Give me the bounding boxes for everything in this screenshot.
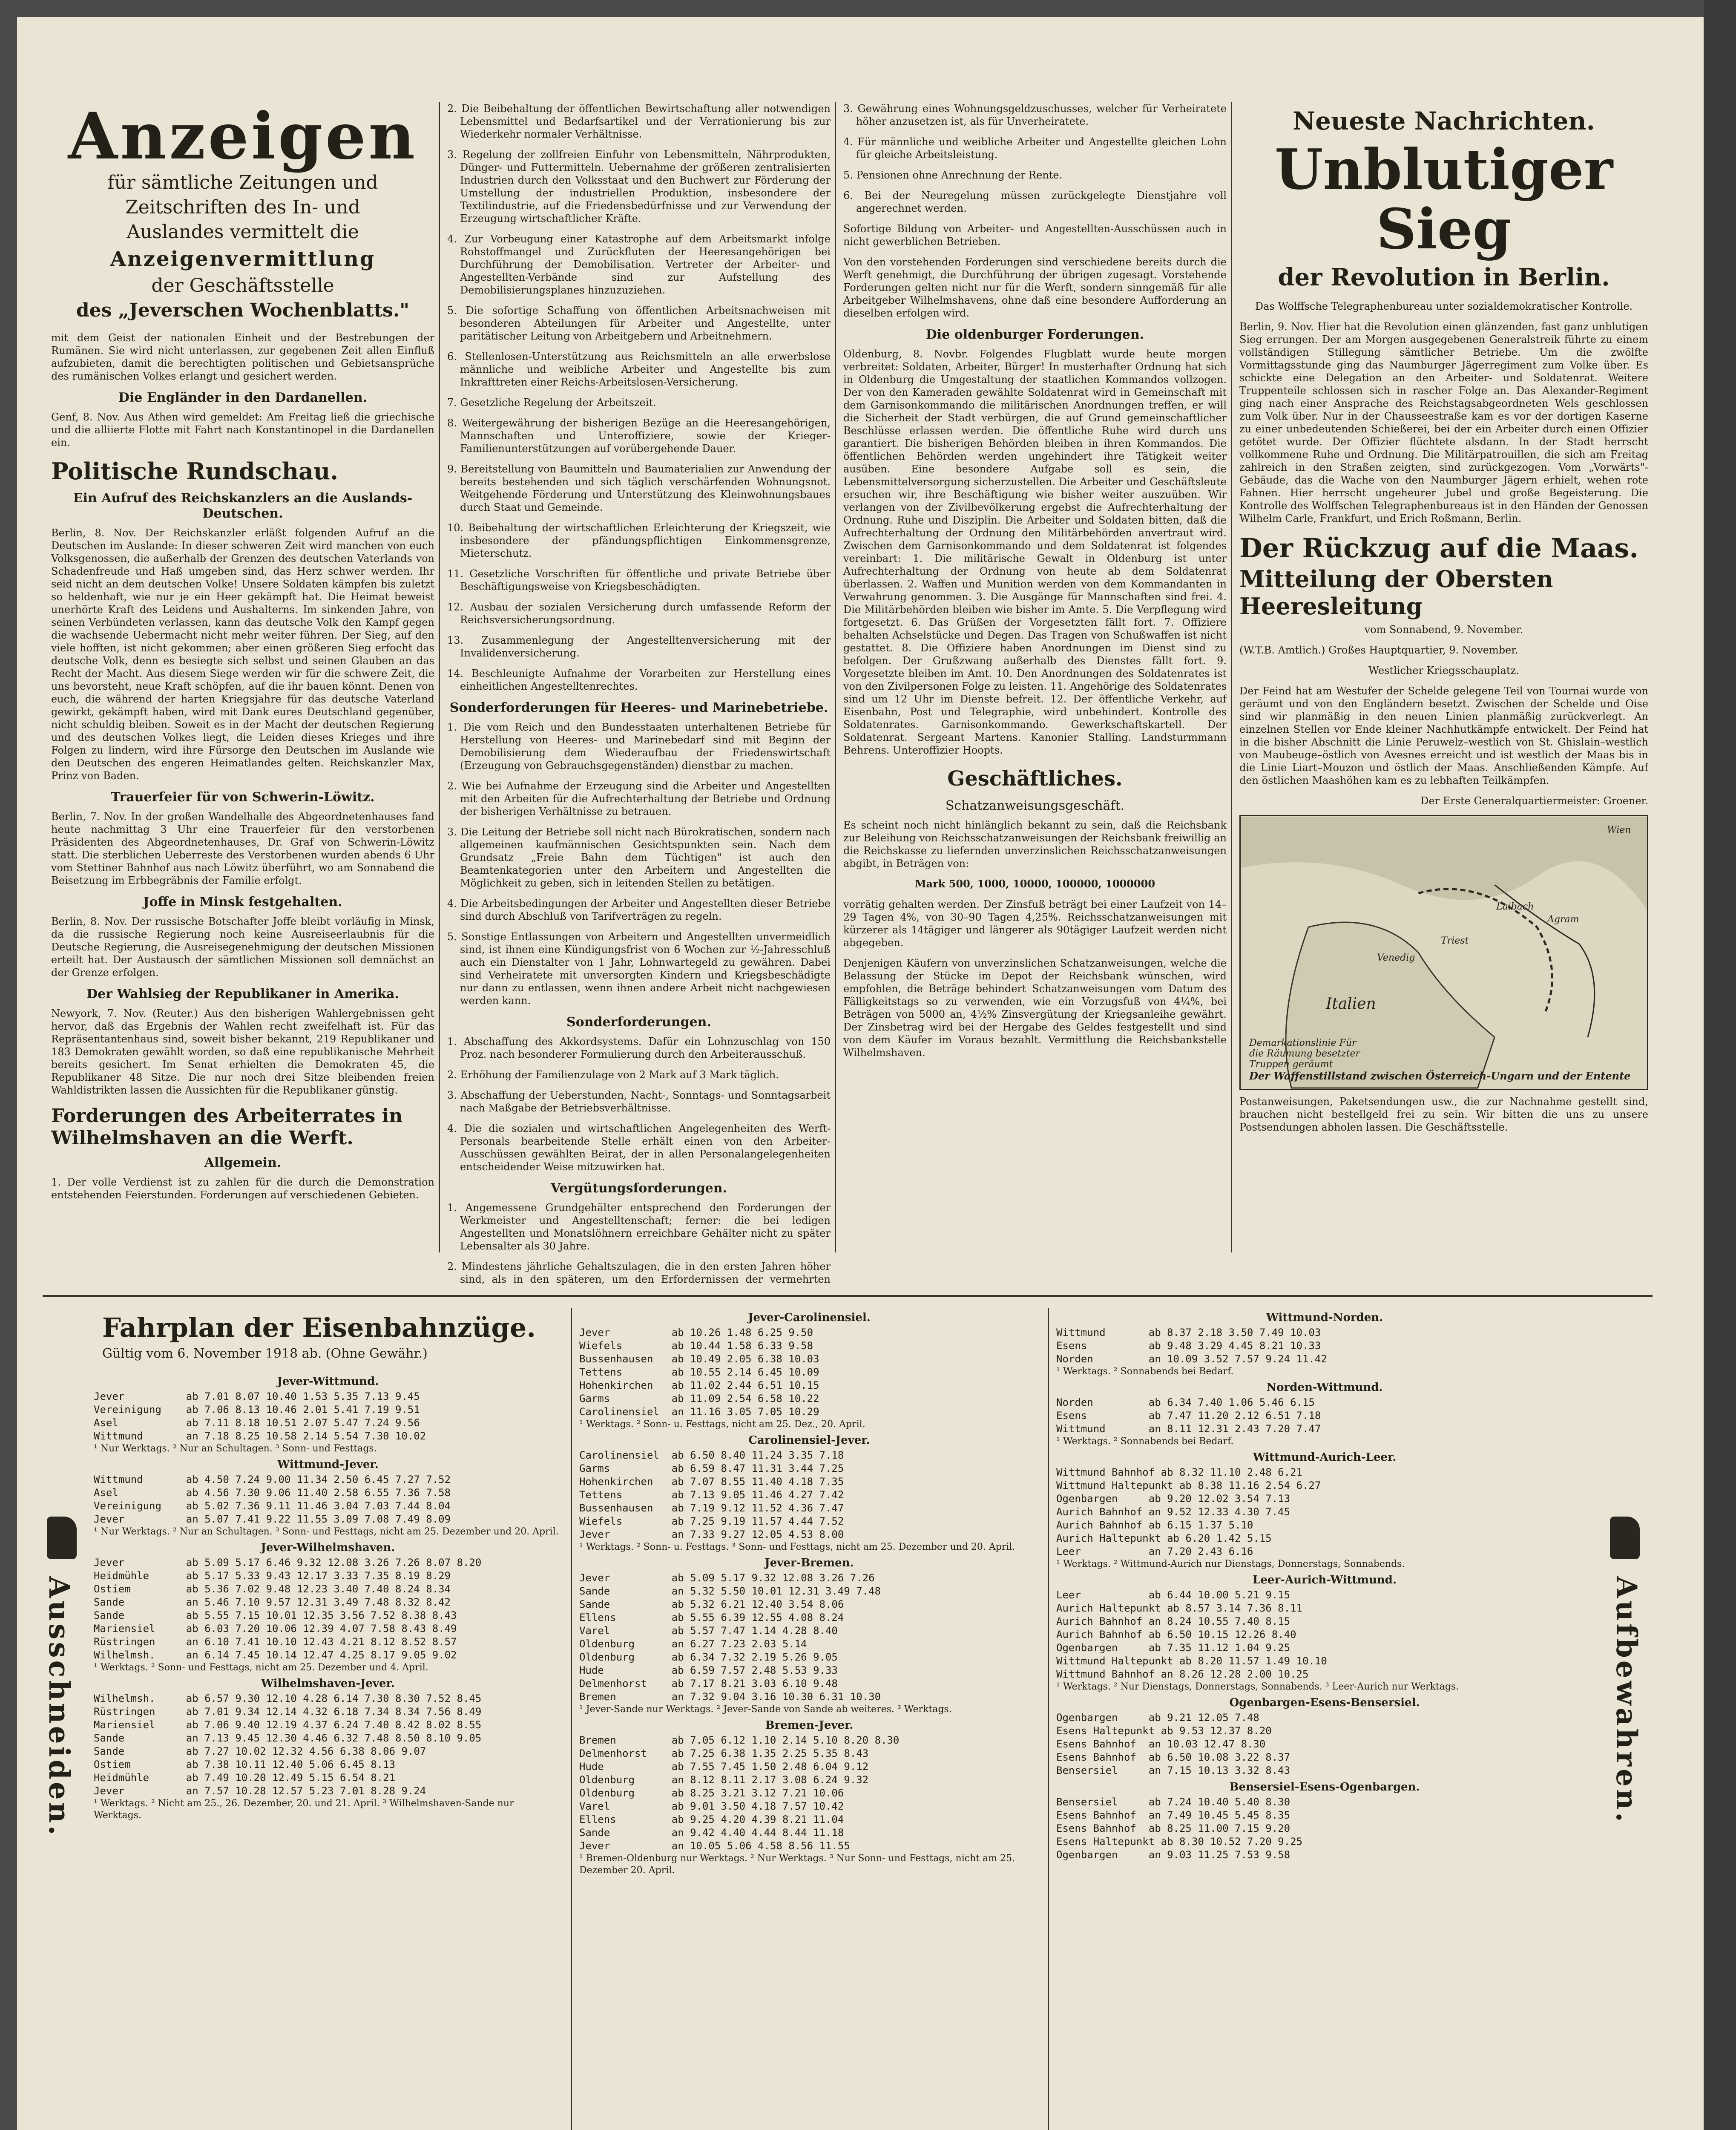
timetable-row: Leer an 7.20 2.43 6.16 — [1056, 1546, 1253, 1557]
article-text: Genf, 8. Nov. Aus Athen wird gemeldet: Am Freitag ließ die griechische und die alliierte Flotte mit Fahrt nach Konstantinopel in die Dardanellen ein. — [51, 411, 434, 449]
article-text: Berlin, 7. Nov. In der großen Wandelhalle des Abgeordnetenhauses fand heute nachmittag 3 Uhr eine Trauerfeier für den verstorbenen Präsidenten des Abgeordnetenhauses, Dr. Graf von Schwerin-Löwitz statt. Die sterblichen Ueberreste des Verstorbenen wurden abends 6 Uhr vom Stettiner Bahnhof aus nach Löwitz überführt, wo am Sonnabend die Beisetzung im Erbbegräbnis der Familie erfolgt. — [51, 811, 434, 887]
list-item: 2. Mindestens jährliche Gehaltszulagen, die in den ersten Jahren höher sind, als in den späteren, um den Erfordernissen der vermehrten — [447, 1261, 831, 1285]
timetable-row: Wittmund ab 4.50 7.24 9.00 11.34 2.50 6.45 7.27 7.52 — [94, 1474, 451, 1485]
timetable-row: Esens Bahnhof ab 6.50 10.08 3.22 8.37 — [1056, 1751, 1291, 1763]
map-label: Laibach — [1496, 901, 1534, 912]
timetable-row: Wittmund an 8.11 12.31 2.43 7.20 7.47 — [1056, 1423, 1321, 1435]
timetable-row: Aurich Haltepunkt ab 6.20 1.42 5.15 — [1056, 1532, 1272, 1544]
timetable-row: Wittmund Bahnhof an 8.26 12.28 2.00 10.25 — [1056, 1668, 1309, 1680]
list-item: 10. Beibehaltung der wirtschaftlichen Erleichterung der Kriegszeit, wie insbesondere der pfändungspflichtigen Einkommensgrenze, Mieterschutz. — [447, 522, 831, 559]
subheadline: der Revolution in Berlin. — [1278, 263, 1610, 291]
article-text: (W.T.B. Amtlich.) Großes Hauptquartier, 9. November. — [1239, 644, 1518, 656]
list-item: 9. Bereitstellung von Baumitteln und Baumaterialien zur Anwendung der bereits bestehenden und sich täglich verschärfenden Wohnungsnot. Weitgehende Förderung und Unterstützung des Kleinwohnungsbaues durch Staat und Gemeinde. — [447, 463, 831, 513]
list-item: 5. Die sofortige Schaffung von öffentlichen Arbeitsnachweisen mit besonderen Abteilungen für Arbeiter und Angestellte, unter paritätischer Leitung von Arbeitgebern und Arbeitnehmern. — [447, 305, 831, 342]
timetable-row: Esens Bahnhof an 10.03 12.47 8.30 — [1056, 1738, 1266, 1750]
list-item: 1. Die vom Reich und den Bundesstaaten unterhaltenen Betriebe für Herstellung von Heeres- und Marinebedarf sind mit Beginn der Demobilisierung dem Wiederaufbau der Friedenswirtschaft (Erzeugung von Gebrauchsgegenständen) dienstbar zu machen. — [447, 721, 831, 771]
anzeigen-line: Auslandes vermittelt die — [126, 221, 359, 243]
timetable-row: Aurich Bahnhof an 8.24 10.55 7.40 8.15 — [1056, 1615, 1291, 1627]
anzeigen-line: für sämtliche Zeitungen und — [107, 172, 378, 193]
list-item: 2. Wie bei Aufnahme der Erzeugung sind die Arbeiter und Angestellten mit den Arbeiten für die Aufrechterhaltung der Betriebe und Ordnung der bisherigen Verhältnisse zu betrauen. — [447, 780, 831, 817]
book-spine — [1704, 0, 1736, 2130]
article-heading: Trauerfeier für von Schwerin-Löwitz. — [111, 790, 375, 805]
list-item: 3. Regelung der zollfreien Einfuhr von Lebensmitteln, Nährprodukten, Dünger- und Futtermitteln. Uebernahme der größeren zentralisierten Industrien durch den Volksstaat und den Buchwert zur Förderung der Umstellung der industriellen Produktion, insbesondere der Textilindustrie, auf die Friedensbedürfnisse und zur Verwendung der Erzeugung wirtschaftlicher Kräfte. — [447, 149, 831, 225]
timetable-row: Wittmund Haltepunkt ab 8.20 11.57 1.49 10.10 — [1056, 1655, 1327, 1667]
timetable-note: ¹ Nur Werktags. ² Nur an Schultagen. ³ Sonn- und Festtags, nicht am 25. Dezember und 20. April. — [94, 1526, 559, 1537]
column-divider — [1231, 102, 1232, 1252]
timetable-row: Jever an 10.05 5.06 4.58 8.56 11.55 — [579, 1840, 850, 1852]
article-heading: Sonderforderungen für Heeres- und Marinebetriebe. — [449, 700, 828, 715]
article-heading: Die Engländer in den Dardanellen. — [118, 390, 368, 405]
list-item: 2. Erhöhung der Familienzulage von 2 Mark auf 3 Mark täglich. — [447, 1069, 779, 1081]
list-item: 1. Angemessene Grundgehälter entsprechend den Forderungen der Werkmeister und Angestelltenschaft; ferner: die bei ledigen Angestellten und Monatslöhnern erreichbare Gehälter nicht zu später Lebensalter als 30 Jahre. — [447, 1202, 831, 1252]
article-text: Postanweisungen, Paketsendungen usw., die zur Nachnahme gestellt sind, brauchen nicht bestellgeld frei zu sein. Wir bitten die uns zu unsere Postsendungen abholen lassen. Die Geschäftsstelle. — [1239, 1096, 1648, 1133]
timetable-row: Leer ab 6.44 10.00 5.21 9.15 — [1056, 1589, 1291, 1601]
list-item: 5. Pensionen ohne Anrechnung der Rente. — [843, 169, 1063, 181]
list-item: 1. Abschaffung des Akkordsystems. Dafür ein Lohnzuschlag von 150 Proz. nach besonderer Formulierung durch den Arbeiterausschuß. — [447, 1036, 831, 1060]
timetable-row: Wittmund Bahnhof ab 8.32 11.10 2.48 6.21 — [1056, 1466, 1302, 1478]
article-heading: Die oldenburger Forderungen. — [925, 327, 1144, 342]
article-text: Sofortige Bildung von Arbeiter- und Angestellten-Ausschüssen auch in nicht gewerblichen Betrieben. — [843, 223, 1227, 248]
route-heading: Norden-Wittmund. — [1266, 1381, 1383, 1394]
timetable-row: Sande an 9.42 4.40 4.44 8.44 11.18 — [579, 1827, 844, 1839]
article-text: Es scheint noch nicht hinlänglich bekannt zu sein, daß die Reichsbank zur Beleihung von Reichsschatzanweisungen der Reichsbank freiwillig an die Reichskasse zu liefernden unverzinslichen Reichsschatzanweisungen abgibt, in Beträgen von: — [843, 819, 1227, 869]
timetable-row: Bussenhausen ab 10.49 2.05 6.38 10.03 — [579, 1353, 819, 1365]
anzeigen-title: Anzeigen — [68, 102, 418, 174]
timetable-note: ¹ Werktags. ² Sonn- u. Festtags, nicht am 25. Dez., 20. April. — [579, 1419, 865, 1430]
column-3 — [843, 102, 1227, 1287]
timetable-row: Vereinigung ab 7.06 8.13 10.46 2.01 5.41 7.19 9.51 — [94, 1404, 420, 1416]
route-heading: Wittmund-Jever. — [277, 1458, 379, 1471]
timetable-row: Sande ab 7.27 10.02 12.32 4.56 6.38 8.06 9.07 — [94, 1745, 426, 1757]
timetable-row: Vereinigung ab 5.02 7.36 9.11 11.46 3.04 7.03 7.44 8.04 — [94, 1500, 451, 1512]
timetable-row: Bensersiel an 7.15 10.13 3.32 8.43 — [1056, 1764, 1291, 1776]
route-heading: Bremen-Jever. — [765, 1719, 854, 1732]
timetable-row: Carolinensiel ab 6.50 8.40 11.24 3.35 7.18 — [579, 1449, 844, 1461]
column-4 — [1239, 102, 1648, 1287]
list-item: 8. Weitergewährung der bisherigen Bezüge an die Heeresangehörigen, Mannschaften und Unteroffiziere, sowie der Krieger-Familienunterstützungen auf vorübergehende Dauer. — [447, 417, 831, 455]
list-item: 5. Sonstige Entlassungen von Arbeitern und Angestellten unvermeidlich sind, ist ihnen eine Kündigungsfrist von 6 Wochen zur ½-Jahresschluß auch ein Dienstalter von 1 Jahr, Lohnwartegeld zu gewähren. Dabei sind Verheiratete mit unversorgten Kindern und Kriegsbeschädigte nur dann zu entlassen, wenn ihnen andere Arbeit nicht nachgewiesen werden kann. — [447, 931, 831, 1007]
timetable-row: Bussenhausen ab 7.19 9.12 11.52 4.36 7.47 — [579, 1502, 844, 1514]
keep-label: Aufbewahren. — [1610, 1576, 1643, 1825]
timetable-note: ¹ Werktags. ² Sonn- und Festtags, nicht am 25. Dezember und 4. April. — [94, 1662, 428, 1673]
timetable-row: Esens ab 7.47 11.20 2.12 6.51 7.18 — [1056, 1410, 1321, 1422]
timetable-row: Tettens ab 7.13 9.05 11.46 4.27 7.42 — [579, 1489, 844, 1501]
article-text: mit dem Geist der nationalen Einheit und der Bestrebungen der Rumänen. Sie wird nicht unterlassen, zur gegebenen Zeit allen Einfluß aufzubieten, damit die berechtigten politischen und Gebietsansprüche des rumänischen Volkes erlangt und gesichert werden. — [51, 332, 434, 382]
map-label: Triest — [1441, 935, 1469, 946]
article-text: Berlin, 9. Nov. Hier hat die Revolution einen glänzenden, fast ganz unblutigen Sieg errungen. Der am Morgen ausgegebenen Generalstreik führte zu einem vollständigen Stillegung sämtlicher Betriebe. Um die zwölfte Vormittagsstunde ging das Naumburger Jägerregiment zum Volke über. Es schickte eine Delegation an den Arbeiter- und Soldatenrat. Weitere Truppenteile schlossen sich in rascher Folge an. Das Alexander-Regiment ging nach einer Ansprache des Reichstagsabgeordneten Wels geschlossen zum Volk über. Nur in der Chausseestraße kam es vor der dortigen Kaserne zu einer unbedeutenden Schießerei, bei der ein Arbeiter durch einen Offizier getötet wurde. Der Offizier flüchtete alsdann. In der Stadt herrscht vollkommene Ruhe und Ordnung. Die Militärpatrouillen, die sich am Freitag zahlreich in den Straßen zeigten, sind zurückgezogen. Vom „Vorwärts"-Gebäude, das die Wache von den Naumburger Jägern erhielt, wehen rote Fahnen. Hier herrscht ungeheurer Jubel und große Begeisterung. Die Kontrolle des Wolffschen Telegraphenbureaus ist in den Händen der Genossen Wilhelm Carle, Frankfurt, und Erich Roßmann, Berlin. — [1239, 321, 1648, 524]
timetable-row: Oldenburg ab 6.34 7.32 2.19 5.26 9.05 — [579, 1651, 838, 1663]
timetable-column-3 — [1056, 1308, 1593, 1862]
timetable-row: Bremen an 7.32 9.04 3.16 10.30 6.31 10.30 — [579, 1691, 881, 1703]
timetable-row: Oldenburg an 8.12 8.11 2.17 3.08 6.24 9.32 — [579, 1774, 869, 1786]
section-title: Forderungen des Arbeiterrates in Wilhelmshaven an die Werft. — [51, 1105, 403, 1149]
timetable-row: Ogenbargen an 9.03 11.25 7.53 9.58 — [1056, 1849, 1291, 1861]
timetable-row: Esens Bahnhof an 7.49 10.45 5.45 8.35 — [1056, 1809, 1291, 1821]
timetable-row: Ogenbargen ab 9.21 12.05 7.48 — [1056, 1712, 1259, 1724]
timetable-row: Wiefels ab 10.44 1.58 6.33 9.58 — [579, 1340, 813, 1352]
timetable-row: Jever an 7.57 10.28 12.57 5.23 7.01 8.28 9.24 — [94, 1785, 426, 1797]
map-label: Wien — [1607, 825, 1631, 835]
timetable-row: Jever ab 7.01 8.07 10.40 1.53 5.35 7.13 9.45 — [94, 1390, 420, 1402]
article-heading: Vergütungsforderungen. — [550, 1181, 727, 1196]
article-text: Newyork, 7. Nov. (Reuter.) Aus den bisherigen Wahlergebnissen geht hervor, daß das Ergebnis der Wahlen recht zweifelhaft ist. Für das Repräsentantenhaus sind, soweit bisher bekannt, 219 Republikaner und 183 Demokraten gewählt worden, so daß eine republikanische Mehrheit bereits gesichert. Im Senat erhielten die Demokraten 45, die Republikaner 48 Sitze. Die nur noch drei Sitze bleibenden freien Wahldistrikten lassen die Aussichten für die Republikaner günstig. — [51, 1007, 434, 1096]
timetable-row: Hude ab 6.59 7.57 2.48 5.53 9.33 — [579, 1664, 838, 1676]
list-item: 3. Gewährung eines Wohnungsgeldzuschusses, welcher für Verheiratete höher anzusetzen ist, als für Unverheiratete. — [843, 103, 1227, 127]
anzeigen-line: des „Jeverschen Wochenblatts." — [76, 299, 410, 321]
timetable-row: Rüstringen an 6.10 7.41 10.10 12.43 4.21 8.12 8.52 8.57 — [94, 1636, 457, 1648]
timetable-row: Wiefels ab 7.25 9.19 11.57 4.44 7.52 — [579, 1515, 844, 1527]
timetable-row: Esens Haltepunkt ab 8.30 10.52 7.20 9.25 — [1056, 1836, 1302, 1848]
timetable-row: Wittmund ab 8.37 2.18 3.50 7.49 10.03 — [1056, 1327, 1321, 1338]
timetable-row: Delmenhorst ab 7.25 6.38 1.35 2.25 5.35 8.43 — [579, 1747, 869, 1759]
cut-out-label: Ausschneiden. — [43, 1576, 76, 1838]
timetable-row: Asel ab 4.56 7.30 9.06 11.40 2.58 6.55 7.36 7.58 — [94, 1487, 451, 1499]
timetable-row: Ellens ab 5.55 6.39 12.55 4.08 8.24 — [579, 1612, 844, 1623]
section-title: Neueste Nachrichten. — [1293, 106, 1595, 135]
column-divider — [439, 102, 440, 1252]
article-text: Von den vorstehenden Forderungen sind verschiedene bereits durch die Werft genehmigt, die Durchführung der übrigen zugesagt. Vorstehende Forderungen gelten nicht nur für die Werft, sondern sinngemäß für alle Arbeitgeber Wilhelmshavens, ohne daß eine besondere Aufforderung an dieselben erfolgen wird. — [843, 256, 1227, 319]
list-item: 4. Die Arbeitsbedingungen der Arbeiter und Angestellten dieser Betriebe sind durch Abschluß von Tarifverträgen zu regeln. — [447, 898, 831, 922]
timetable-row: Heidmühle ab 7.49 10.20 12.49 5.15 6.54 8.21 — [94, 1772, 396, 1784]
timetable-row: Oldenburg an 6.27 7.23 2.03 5.14 — [579, 1638, 807, 1650]
timetable-row: Norden ab 6.34 7.40 1.06 5.46 6.15 — [1056, 1396, 1315, 1408]
timetable-row: Heidmühle ab 5.17 5.33 9.43 12.17 3.33 7.35 8.19 8.29 — [94, 1570, 451, 1582]
route-heading: Wittmund-Aurich-Leer. — [1253, 1451, 1397, 1464]
map-label: Venedig — [1377, 953, 1415, 963]
timetable-row: Asel ab 7.11 8.18 10.51 2.07 5.47 7.24 9.56 — [94, 1417, 420, 1429]
list-item: 3. Die Leitung der Betriebe soll nicht nach Bürokratischen, sondern nach allgemeinen kaufmännischen Gesichtspunkten sein. Nach dem Grundsatz „Freie Bahn dem Tüchtigen" ist auch den Beamtenkategorien unter den Arbeitern und Angestellten die Möglichkeit zu geben, sich in leitenden Stellen zu betätigen. — [447, 826, 831, 889]
timetable-row: Sande an 5.32 5.50 10.01 12.31 3.49 7.48 — [579, 1585, 881, 1597]
timetable-row: Ogenbargen ab 7.35 11.12 1.04 9.25 — [1056, 1642, 1291, 1654]
timetable-row: Jever ab 5.09 5.17 6.46 9.32 12.08 3.26 7.26 8.07 8.20 — [94, 1557, 482, 1569]
timetable-row: Varel ab 9.01 3.50 4.18 7.57 10.42 — [579, 1800, 844, 1812]
article-heading: Der Wahlsieg der Republikaner in Amerika. — [86, 987, 399, 1002]
article-text: Der Feind hat am Westufer der Schelde gelegene Teil von Tournai wurde von geräumt und von den Engländern besetzt. Zwischen der Schelde und Oise sind wir planmäßig in den neuen Linien planmäßig zurückverlegt. An einzelnen Stellen vor Ende kleiner Nachhutkämpfe entwickelt. Der Feind hat in die bisher Abschnitt die Linie Peruwelz–westlich von St. Ghislain–westlich von Maubeuge–östlich von Avesnes erreicht und ist westlich der Maas bis in die Linie Liart–Mouzon und östlich der Maas. Anschließenden Kämpfe. Auf den östlichen Maashöhen kam es zu lebhaften Teilkämpfen. — [1239, 685, 1648, 786]
list-item: 6. Bei der Neuregelung müssen zurückgelegte Dienstjahre voll angerechnet werden. — [843, 190, 1227, 214]
timetable-row: Aurich Bahnhof ab 6.50 10.15 12.26 8.40 — [1056, 1629, 1296, 1641]
list-item: 6. Stellenlosen-Unterstützung aus Reichsmitteln an alle erwerbslose männliche und weibliche Arbeiter und Angestellte bis zum Inkrafttreten einer Reichs-Arbeitslosen-Versicherung. — [447, 351, 831, 388]
timetable-row: Varel ab 5.57 7.47 1.14 4.28 8.40 — [579, 1625, 838, 1637]
timetable-row: Ogenbargen ab 9.20 12.02 3.54 7.13 — [1056, 1493, 1291, 1505]
timetable-row: Aurich Haltepunkt ab 8.57 3.14 7.36 8.11 — [1056, 1602, 1302, 1614]
timetable-row: Esens Bahnhof ab 8.25 11.00 7.15 9.20 — [1056, 1822, 1291, 1834]
column-divider — [835, 102, 836, 1252]
timetable-note: ¹ Werktags. ² Wittmund-Aurich nur Dienstags, Donnerstags, Sonnabends. — [1056, 1559, 1405, 1569]
timetable-row: Mariensiel ab 6.03 7.20 10.06 12.39 4.07 7.58 8.43 8.49 — [94, 1623, 457, 1635]
map-label: Agram — [1547, 914, 1579, 925]
route-heading: Carolinensiel-Jever. — [748, 1434, 870, 1447]
timetable-row: Hohenkirchen ab 7.07 8.55 11.40 4.18 7.35 — [579, 1476, 844, 1488]
route-heading: Wilhelmshaven-Jever. — [261, 1677, 395, 1690]
route-heading: Ogenbargen-Esens-Bensersiel. — [1229, 1696, 1420, 1709]
timetable-note: ¹ Werktags. ² Sonn- u. Festtags. ³ Sonn- und Festtags, nicht am 25. Dezember und 20. April. — [579, 1542, 1015, 1552]
list-item: 7. Gesetzliche Regelung der Arbeitszeit. — [447, 397, 656, 409]
timetable-row: Aurich Bahnhof ab 6.15 1.37 5.10 — [1056, 1519, 1253, 1531]
timetable-row: Jever ab 5.09 5.17 9.32 12.08 3.26 7.26 — [579, 1572, 875, 1584]
timetable-row: Aurich Bahnhof an 9.52 12.33 4.30 7.45 — [1056, 1506, 1291, 1518]
map-label: Italien — [1326, 995, 1376, 1013]
timetable-row: Hude ab 7.55 7.45 1.50 2.48 6.04 9.12 — [579, 1761, 869, 1773]
timetable-row: Ostiem ab 7.38 10.11 12.40 5.06 6.45 8.13 — [94, 1759, 396, 1770]
timetable-note: ¹ Werktags. ² Sonnabends bei Bedarf. — [1056, 1436, 1234, 1447]
timetable-note: ¹ Werktags. ² Nicht am 25., 26. Dezember, 20. und 21. April. ³ Wilhelmshaven-Sande nur Werktags. — [94, 1798, 517, 1821]
column-1 — [51, 102, 434, 1209]
list-item: 14. Beschleunigte Aufnahme der Vorarbeiten zur Herstellung eines einheitlichen Angestelltenrechtes. — [447, 668, 831, 692]
amounts: Mark 500, 1000, 10000, 100000, 1000000 — [914, 878, 1155, 890]
timetable-row: Tettens ab 10.55 2.14 6.45 10.09 — [579, 1366, 819, 1378]
article-text: Das Wolffsche Telegraphenbureau unter sozialdemokratischer Kontrolle. — [1255, 300, 1633, 312]
column-2 — [447, 102, 831, 1287]
article-heading: Ein Aufruf des Reichskanzlers an die Auslands-Deutschen. — [73, 491, 413, 521]
article-heading: Joffe in Minsk festgehalten. — [143, 895, 342, 910]
timetable-row: Ellens ab 9.25 4.20 4.39 8.21 11.04 — [579, 1813, 844, 1825]
map-legend: Demarkationslinie Für die Räumung besetzter Truppen geräumt — [1249, 1038, 1360, 1070]
timetable-row: Bensersiel ab 7.24 10.40 5.40 8.30 — [1056, 1796, 1291, 1808]
timetable-row: Wilhelmsh. an 6.14 7.45 10.14 12.47 4.25 8.17 9.05 9.02 — [94, 1649, 457, 1661]
pointing-hand-icon — [1610, 1517, 1640, 1559]
timetable-row: Sande ab 5.32 6.21 12.40 3.54 8.06 — [579, 1598, 844, 1610]
section-title: Politische Rundschau. — [51, 458, 339, 485]
timetable-note: ¹ Bremen-Oldenburg nur Werktags. ² Nur Werktags. ³ Nur Sonn- und Festtags, nicht am 25. Dezember 20. April. — [579, 1853, 1018, 1876]
article-heading: Schatzanweisungsgeschäft. — [945, 798, 1125, 813]
headline: Unblutiger Sieg — [1274, 137, 1613, 262]
timetable-row: Rüstringen ab 7.01 9.34 12.14 4.32 6.18 7.34 8.34 7.56 8.49 — [94, 1706, 482, 1718]
route-heading: Jever-Wittmund. — [277, 1375, 379, 1388]
timetable-row: Oldenburg ab 8.25 3.21 3.12 7.21 10.06 — [579, 1787, 844, 1799]
timetable-row: Jever an 7.33 9.27 12.05 4.53 8.00 — [579, 1528, 844, 1540]
newspaper-page — [17, 17, 1704, 2130]
route-heading: Jever-Carolinensiel. — [748, 1311, 871, 1324]
column-divider — [571, 1308, 572, 2130]
map-figure — [1239, 815, 1648, 1090]
article-text: Oldenburg, 8. Novbr. Folgendes Flugblatt wurde heute morgen verbreitet: Soldaten, Arbeiter, Bürger! In musterhafter Ordnung hat sich in Oldenburg die Umgestaltung der staatlichen Kommandos vollzogen. Der von den Kameraden gewählte Soldatenrat wird in Gemeinschaft mit dem Garnisonkommando die militärischen Anordnungen treffen, er will die Sicherheit der Stadt verbürgen, die auf Grund gemeinschaftlicher Beschlüsse erlassen werden. Die öffentliche Ruhe wird durch uns garantiert. Die bisherigen Behörden bleiben in ihren Kommandos. Die öffentlichen Behörden werden ungehindert ihre Tätigkeit weiter ausüben. Eine besondere Aufgabe soll es sein, die Lebensmittelversorgung sicherzustellen. Die Arbeiter und Geschäftsleute ersuchen wir, ihre Beschäftigung wie bisher weiter auszuüben. Wir verlangen von der Zivilbevölkerung ergebst die Aufrechterhaltung der Ordnung. Ruhe und Disziplin. Die Arbeiter und Soldaten bitten, daß die Aufrechterhaltung der Ordnung den Militärbehörden anvertraut wird. Zwischen dem Garnisonkommando und dem Soldatenrat ist folgendes vereinbart: 1. Die militärische Gewalt in Oldenburg ist unter Aufrechterhaltung der Ordnung von heute ab dem Soldatenrat überlassen. 2. Waffen und Munition werden von dem Kommandanten in Verwahrung genommen. 3. Die Ausgänge für Mannschaften sind frei. 4. Die Militärbehörden bleiben wie bisher im Amte. 5. Die Verpflegung wird fortgesetzt. 6. Das Grüßen der Vorgesetzten fällt fort. 7. Offiziere behalten Achselstücke und Degen. Das Tragen von Schußwaffen ist nicht gestattet. 8. Die Offiziere haben Anordnungen im Dienst sind zu befolgen. Der Grußzwang außerhalb des Dienstes fällt fort. 9. Vorgesetzte bleiben im Amt. 10. Den Anordnungen des Soldatenrates ist von den Zivilpersonen Folge zu leisten. 11. Angehörige des Soldatenrates sind um 12 Uhr im Dienste befreit. 12. Der öffentliche Verkehr, auf Eisenbahn, Post und Telegraphie, wird unbehindert. Kontrolle des Soldatenrates. Garnisonkommando. Gewerkschaftskartell. Der Soldatenrat. Sergeant Martens. Kanonier Stalling. Landsturmmann Behrens. Unteroffizier Hoopts. — [843, 348, 1227, 756]
article-text: Denjenigen Käufern von unverzinslichen Schatzanweisungen, welche die Belassung der Stücke im Depot der Reichsbank wünschen, wird empfohlen, die Beträge behindert Schatzanweisungen vom Datum des Fälligkeitstags so zu verwenden, wie ein Vorzugsfuß von 4¼%, bei Beträgen von 5000 an, 4½% Zinsvergütung der Kriegsanleihe gewährt. Der Zinsbetrag wird bei der Hergabe des Geldes festgestellt und sind von dem Käufer im Voraus bezahlt. Vermittlung die Reichsbankstelle Wilhelmshaven. — [843, 957, 1227, 1059]
pointing-hand-icon — [47, 1517, 77, 1559]
list-item: 13. Zusammenlegung der Angestelltenversicherung mit der Invalidenversicherung. — [447, 634, 831, 659]
route-heading: Leer-Aurich-Wittmund. — [1253, 1574, 1397, 1586]
article-text: Berlin, 8. Nov. Der russische Botschafter Joffe bleibt vorläufig in Minsk, da die russische Regierung noch keine Ausreiseerlaubnis für die Deutsche Regierung, die Ausreisegenehmigung der deutschen Missionen erteilt hat. Der Austausch der sämtlichen Missionen soll demnächst an der Grenze erfolgen. — [51, 915, 434, 979]
timetable-row: Garms ab 11.09 2.54 6.58 10.22 — [579, 1393, 819, 1405]
timetable-note: ¹ Nur Werktags. ² Nur an Schultagen. ³ Sonn- und Festtags. — [94, 1443, 377, 1454]
article-text: Berlin, 8. Nov. Der Reichskanzler erläßt folgenden Aufruf an die Deutschen im Auslande: In dieser schweren Zeit wird manchen von euch Volksgenossen, die außerhalb der Grenzen des deutschen Vaterlands von Schadenfreude und Haß umgeben sind, das Herz schwer werden. Ihr seid nicht an dem deutschen Volke! Unsere Soldaten kämpfen bis zuletzt so heldenhaft, wie nur je ein Heer gekämpft hat. Die Heimat beweist unerhörte Kraft des Leidens und Aushalterns. Im sinkenden Jahre, von seinen Verbündeten verlassen, kann das deutsche Volk den Kampf gegen die wachsende Uebermacht nicht mehr weiter führen. Der Sieg, auf den viele hofften, ist nicht gekommen; aber einen größeren Sieg erfocht das deutsche Volk, denn es besiegte sich selbst und seinen Glauben an das Recht der Macht. Aus diesem Siege werden wir für die schwere Zeit, die uns bevorsteht, neue Kraft schöpfen, auf die ihr bauen könnt. Denen von euch, die während der harten Kriegsjahre für das deutsche Vaterland gewirkt, gekämpft haben, wird mit Dank eures Deutschland gegenüber, nicht schuldig bleiben. Soweit es in der Macht der deutschen Regierung und des deutschen Volkes liegt, die Leiden dieses Krieges und ihre Folgen zu lindern, wird ihre Fürsorge den Deutschen im Auslande wie den Deutschen des engeren Heimatlandes gelten. Reichskanzler Max, Prinz von Baden. — [51, 527, 434, 782]
article-text: vom Sonnabend, 9. November. — [1364, 624, 1523, 636]
article-heading: Sonderforderungen. — [566, 1015, 711, 1030]
timetable-row: Wittmund Haltepunkt ab 8.38 11.16 2.54 6.27 — [1056, 1479, 1321, 1491]
column-divider — [1048, 1308, 1049, 2130]
timetable-row: Norden an 10.09 3.52 7.57 9.24 11.42 — [1056, 1353, 1327, 1365]
map-caption: Der Waffenstillstand zwischen Österreich-Ungarn und der Entente — [1249, 1070, 1631, 1082]
timetable-note: ¹ Jever-Sande nur Werktags. ² Jever-Sande von Sande ab weiteres. ³ Werktags. — [579, 1704, 952, 1715]
list-item: 3. Abschaffung der Ueberstunden, Nacht-, Sonntags- und Sonntagsarbeit nach Maßgabe der Betriebsverhältnisse. — [447, 1089, 831, 1114]
section-title: Geschäftliches. — [947, 767, 1123, 791]
timetable-row: Jever ab 10.26 1.48 6.25 9.50 — [579, 1327, 813, 1338]
timetable-row: Hohenkirchen ab 11.02 2.44 6.51 10.15 — [579, 1379, 819, 1391]
timetable-row: Jever an 5.07 7.41 9.22 11.55 3.09 7.08 7.49 8.09 — [94, 1513, 451, 1525]
timetable-row: Wittmund an 7.18 8.25 10.58 2.14 5.54 7.30 10.02 — [94, 1430, 426, 1442]
route-heading: Jever-Wilhelmshaven. — [261, 1541, 395, 1554]
section-divider — [43, 1295, 1653, 1297]
timetable-row: Sande an 7.13 9.45 12.30 4.46 6.32 7.48 8.50 8.10 9.05 — [94, 1732, 482, 1744]
anzeigen-line: Zeitschriften des In- und — [125, 196, 360, 218]
timetable-row: Sande ab 5.55 7.15 10.01 12.35 3.56 7.52 8.38 8.43 — [94, 1609, 457, 1621]
article-text: 1. Der volle Verdienst ist zu zahlen für die durch die Demonstration entstehenden Feierstunden. Forderungen auf verschiedenen Gebieten. — [51, 1176, 434, 1201]
article-heading: Westlicher Kriegsschauplatz. — [1368, 665, 1519, 676]
timetable-row: Delmenhorst ab 7.17 8.21 3.03 6.10 9.48 — [579, 1678, 838, 1690]
timetable-column-2 — [579, 1308, 1039, 1877]
signature: Der Erste Generalquartiermeister: Groener. — [1420, 795, 1648, 807]
timetable-row: Mariensiel ab 7.06 9.40 12.19 4.37 6.24 7.40 8.42 8.02 8.55 — [94, 1719, 482, 1731]
timetable-subtitle: Gültig vom 6. November 1918 ab. (Ohne Gewähr.) — [102, 1346, 428, 1361]
list-item: 12. Ausbau der sozialen Versicherung durch umfassende Reform der Reichsversicherungsordnung. — [447, 601, 831, 626]
headline: Der Rückzug auf die Maas. — [1239, 532, 1638, 564]
anzeigen-strong: Anzeigenvermittlung — [110, 247, 376, 271]
timetable-note: ¹ Werktags. ² Sonnabends bei Bedarf. — [1056, 1366, 1234, 1377]
timetable-row: Bremen ab 7.05 6.12 1.10 2.14 5.10 8.20 8.30 — [579, 1734, 900, 1746]
list-item: 4. Die die sozialen und wirtschaftlichen Angelegenheiten des Werft-Personals bearbeitende Stelle erhält einen von den Arbeiter-Ausschüssen gewählten Beirat, der in allen Personalangelegenheiten entscheidender Weise mitzuwirken hat. — [447, 1123, 831, 1173]
timetable-note: ¹ Werktags. ² Nur Dienstags, Donnerstags, Sonnabends. ³ Leer-Aurich nur Werktags. — [1056, 1681, 1459, 1692]
list-item: 11. Gesetzliche Vorschriften für öffentliche und private Betriebe über Beschäftigungsweise von Kriegsbeschädigten. — [447, 568, 831, 593]
timetable-row: Garms ab 6.59 8.47 11.31 3.44 7.25 — [579, 1462, 844, 1474]
timetable-row: Esens Haltepunkt ab 9.53 12.37 8.20 — [1056, 1725, 1272, 1737]
subheadline: Mitteilung der Obersten Heeresleitung — [1239, 565, 1553, 620]
timetable-column-1 — [94, 1372, 562, 1822]
list-item: 4. Für männliche und weibliche Arbeiter und Angestellte gleichen Lohn für gleiche Arbeitsleistung. — [843, 136, 1227, 161]
anzeigen-line: der Geschäftsstelle — [151, 275, 334, 296]
route-heading: Wittmund-Norden. — [1266, 1311, 1383, 1324]
timetable-row: Sande an 5.46 7.10 9.57 12.31 3.49 7.48 8.32 8.42 — [94, 1596, 451, 1608]
list-item: 2. Die Beibehaltung der öffentlichen Bewirtschaftung aller notwendigen Lebensmittel und Bedarfsartikel und der Verrationierung bis zur Wiederkehr normaler Verhältnisse. — [447, 103, 831, 140]
timetable-title: Fahrplan der Eisenbahnzüge. — [102, 1312, 536, 1343]
list-item: 4. Zur Vorbeugung einer Katastrophe auf dem Arbeitsmarkt infolge Rohstoffmangel und Zurückfluten der Heeresangehörigen bei Durchführung der Demobilisation. Vertreter der Arbeiter- und Angestellten-Verbände sind zur Aufstellung des Demobilisierungsplanes hinzuzuziehen. — [447, 233, 831, 296]
timetable-row: Carolinensiel an 11.16 3.05 7.05 10.29 — [579, 1406, 819, 1418]
timetable-row: Esens ab 9.48 3.29 4.45 8.21 10.33 — [1056, 1340, 1321, 1352]
route-heading: Bensersiel-Esens-Ogenbargen. — [1229, 1781, 1420, 1793]
route-heading: Jever-Bremen. — [765, 1557, 854, 1569]
article-text: vorrätig gehalten werden. Der Zinsfuß beträgt bei einer Laufzeit von 14–29 Tagen 4%, von 30–90 Tagen 4,25%. Reichsschatzanweisungen mit kürzerer als 14tägiger und längerer als 90tägiger Laufzeit werden nicht abgegeben. — [843, 898, 1227, 949]
article-heading: Allgemein. — [204, 1155, 282, 1170]
timetable-row: Wilhelmsh. ab 6.57 9.30 12.10 4.28 6.14 7.30 8.30 7.52 8.45 — [94, 1692, 482, 1704]
timetable-row: Ostiem ab 5.36 7.02 9.48 12.23 3.40 7.40 8.24 8.34 — [94, 1583, 451, 1595]
